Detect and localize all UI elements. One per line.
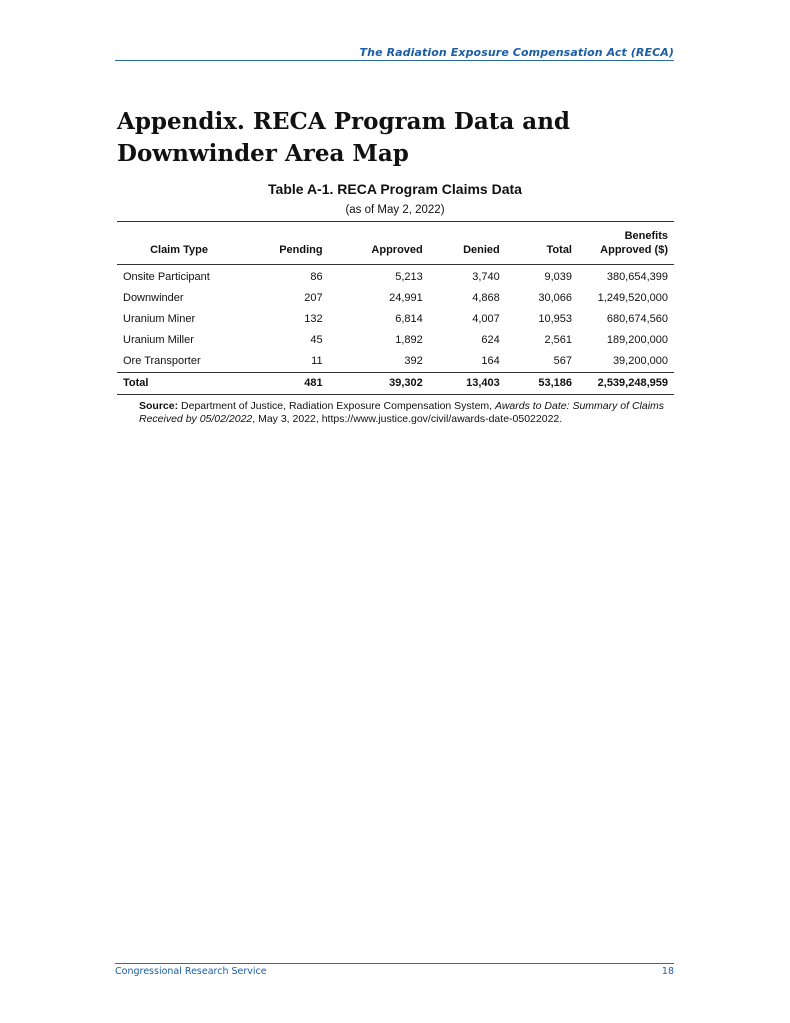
source-label: Source:	[139, 400, 179, 412]
header-divider	[115, 60, 674, 61]
footer-organization: Congressional Research Service	[115, 966, 267, 977]
cell-benefits: 39,200,000	[612, 355, 668, 367]
total-total: 53,186	[538, 377, 572, 389]
table-row	[117, 288, 674, 309]
cell-pending: 132	[304, 313, 323, 325]
claims-data-table	[117, 221, 674, 395]
source-note	[139, 400, 669, 426]
cell-denied: 624	[481, 334, 500, 346]
source-report-title: Awards to Date: Summary of Claims Received by 05/02/2022	[139, 400, 665, 425]
total-denied: 13,403	[466, 377, 500, 389]
cell-total: 30,066	[538, 292, 572, 304]
appendix-title: Appendix. RECA Program Data and Downwinder Area Map	[117, 108, 571, 167]
total-benefits: 2,539,248,959	[597, 377, 668, 389]
running-header-title: The Radiation Exposure Compensation Act (RECA)	[359, 46, 674, 59]
cell-claim-type: Onsite Participant	[123, 271, 210, 283]
cell-total: 10,953	[538, 313, 572, 325]
table-row	[117, 330, 674, 351]
table-row	[117, 351, 674, 373]
cell-pending: 207	[304, 292, 323, 304]
table-header-row	[117, 222, 674, 265]
source-text-part1: Department of Justice, Radiation Exposure Compensation System,	[181, 400, 493, 412]
table-row	[117, 265, 674, 289]
table-subcaption: (as of May 2, 2022)	[345, 204, 445, 216]
cell-approved: 392	[404, 355, 423, 367]
cell-claim-type: Ore Transporter	[123, 355, 201, 367]
footer-divider	[115, 963, 674, 964]
table-row	[117, 309, 674, 330]
cell-claim-type: Uranium Miner	[123, 313, 196, 325]
column-header-benefits-approved: Benefits Approved ($)	[600, 230, 668, 256]
cell-denied: 3,740	[472, 271, 500, 283]
cell-total: 9,039	[544, 271, 572, 283]
column-header-total: Total	[546, 244, 572, 256]
cell-denied: 4,007	[472, 313, 500, 325]
cell-approved: 6,814	[395, 313, 423, 325]
cell-denied: 4,868	[472, 292, 500, 304]
column-header-pending: Pending	[279, 244, 323, 256]
total-approved: 39,302	[389, 377, 423, 389]
total-label: Total	[123, 377, 149, 389]
cell-denied: 164	[481, 355, 500, 367]
total-pending: 481	[304, 377, 323, 389]
table-total-row	[117, 373, 674, 395]
cell-approved: 24,991	[389, 292, 423, 304]
source-text-part2: , May 3, 2022, https://www.justice.gov/civil/awards-date-05022022.	[252, 413, 563, 425]
cell-approved: 1,892	[395, 334, 423, 346]
cell-benefits: 680,674,560	[606, 313, 668, 325]
cell-approved: 5,213	[395, 271, 423, 283]
column-header-claim-type: Claim Type	[150, 244, 208, 256]
cell-claim-type: Downwinder	[123, 292, 184, 304]
column-header-denied: Denied	[463, 244, 500, 256]
footer-page-number: 18	[661, 966, 674, 977]
cell-benefits: 189,200,000	[606, 334, 668, 346]
cell-total: 567	[553, 355, 572, 367]
cell-total: 2,561	[544, 334, 572, 346]
cell-benefits: 1,249,520,000	[597, 292, 668, 304]
cell-pending: 11	[311, 355, 323, 367]
cell-pending: 45	[310, 334, 323, 346]
cell-benefits: 380,654,399	[606, 271, 668, 283]
table-caption: Table A-1. RECA Program Claims Data	[268, 181, 522, 197]
cell-pending: 86	[310, 271, 323, 283]
cell-claim-type: Uranium Miller	[123, 334, 194, 346]
column-header-approved: Approved	[371, 244, 423, 256]
